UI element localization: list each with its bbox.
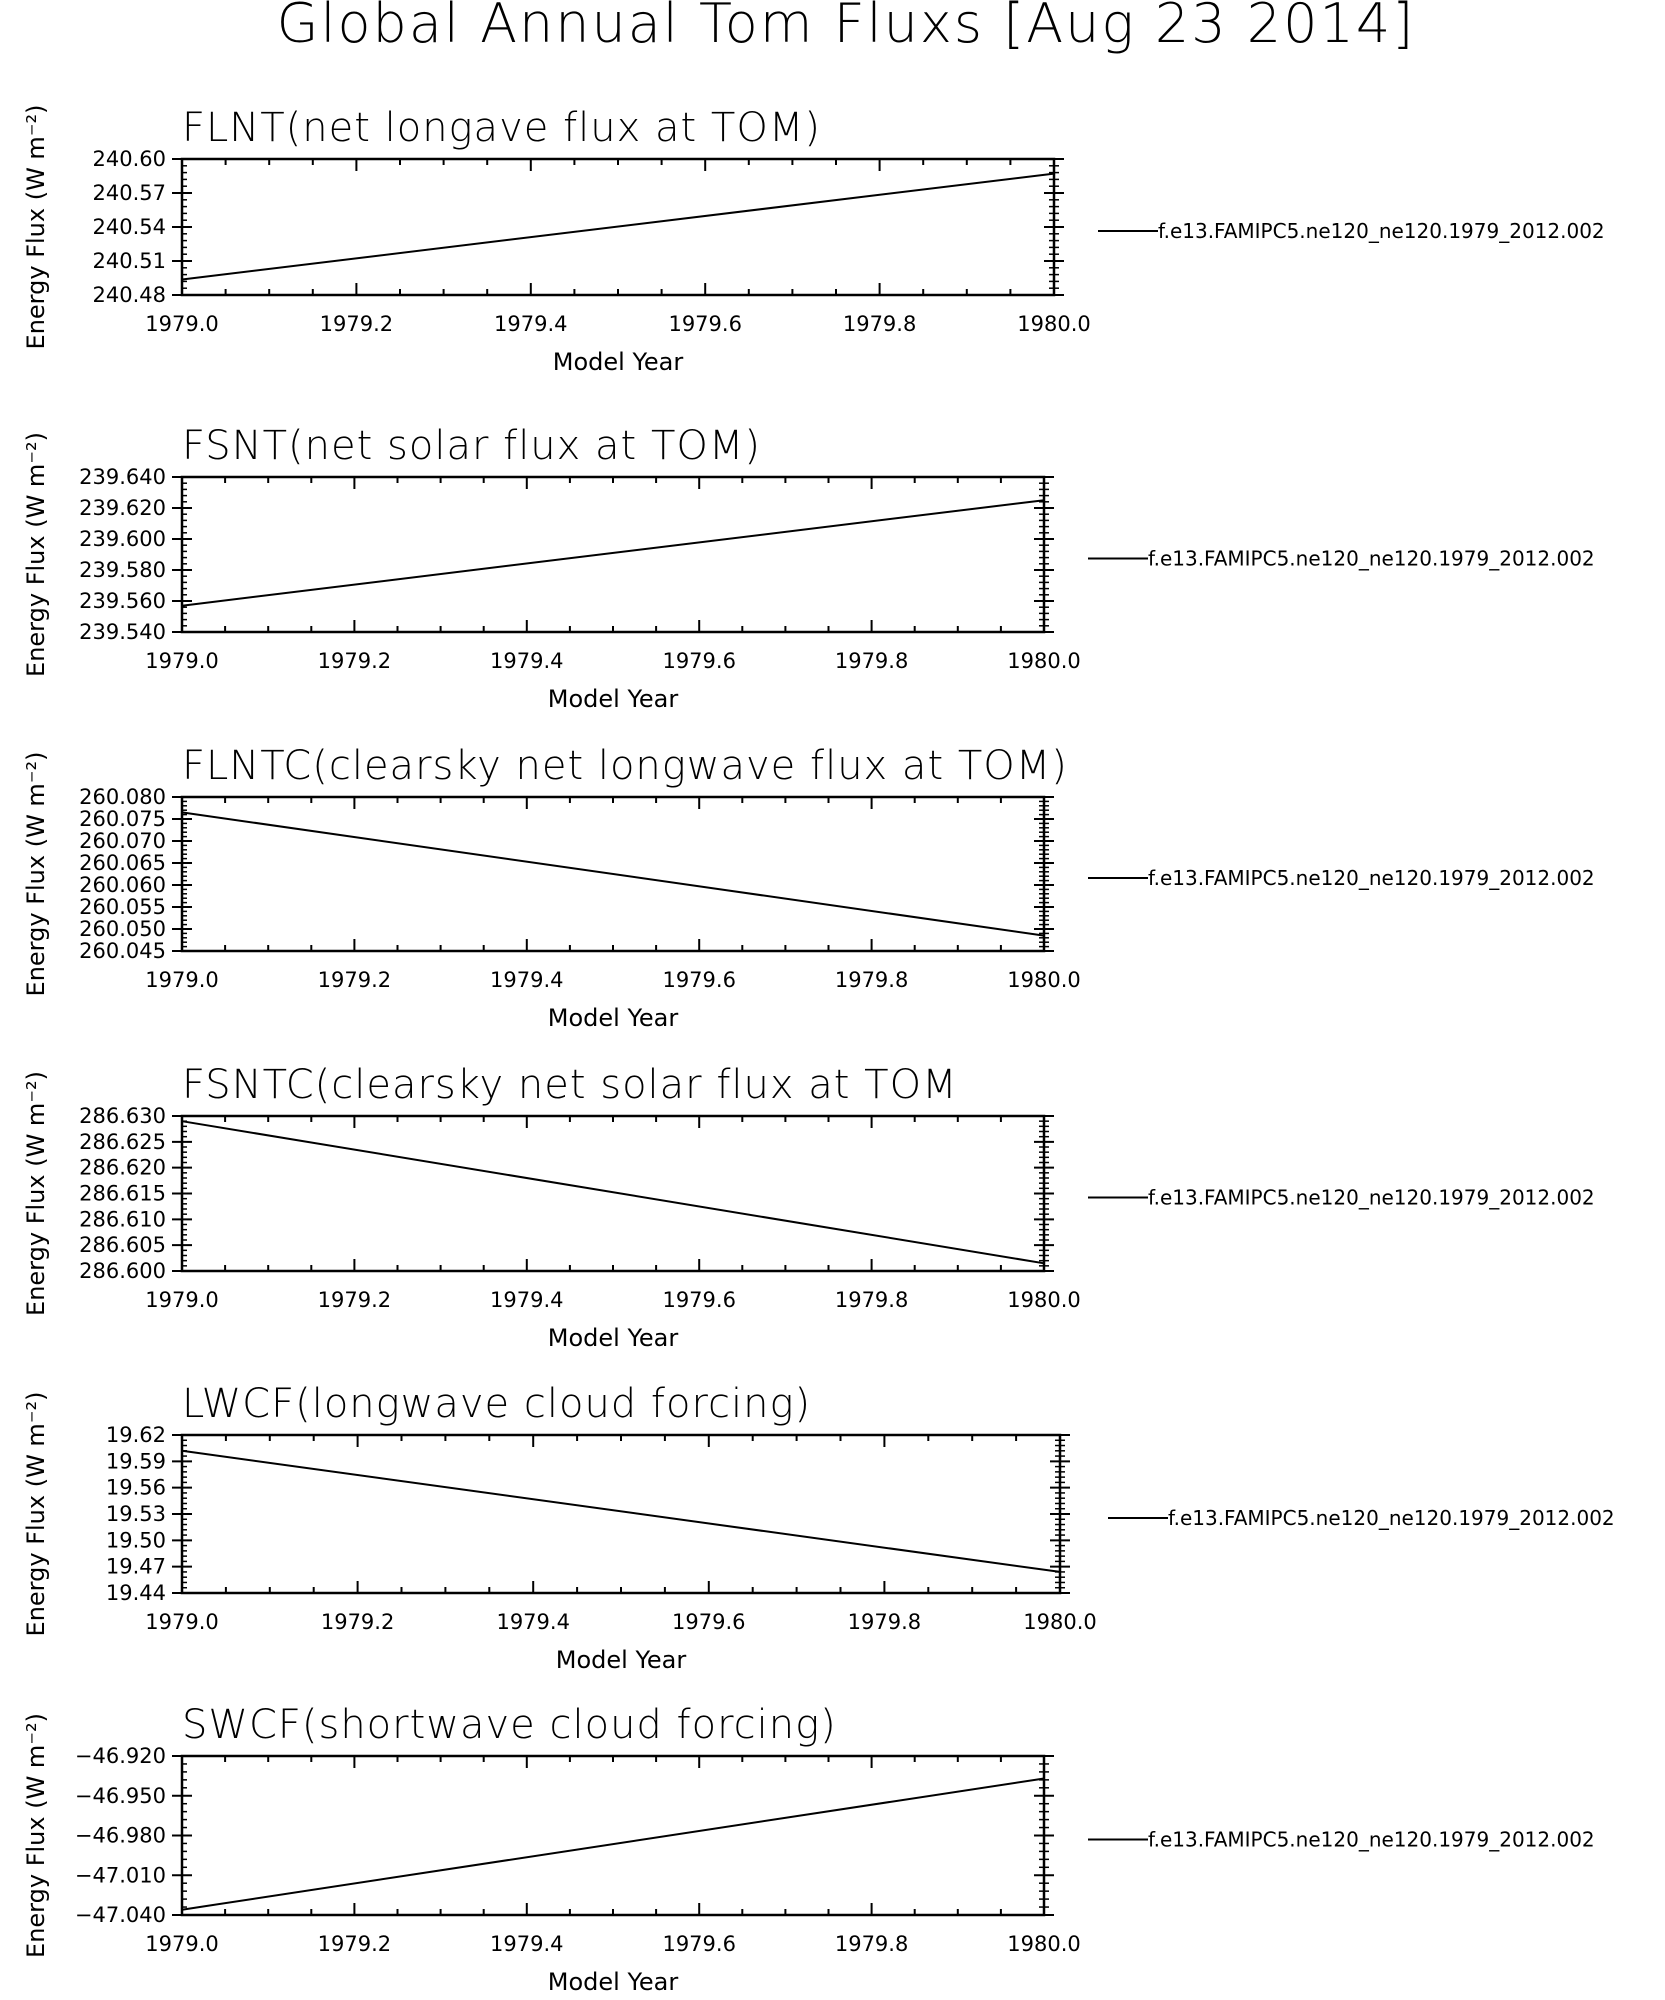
- panel-title: LWCF(longwave cloud forcing): [182, 1381, 812, 1427]
- x-tick-label: 1979.2: [317, 968, 392, 992]
- x-tick-label: 1979.0: [145, 649, 219, 673]
- y-tick-label: 260.065: [79, 851, 166, 875]
- x-tick-label: 1979.2: [317, 649, 392, 673]
- chart-panels: [22, 105, 1615, 1996]
- legend-label: f.e13.FAMIPC5.ne120_ne120.1979_2012.002: [1148, 866, 1595, 890]
- y-tick-label: 19.50: [105, 1528, 166, 1553]
- panel-title: SWCF(shortwave cloud forcing): [182, 1702, 837, 1748]
- legend-label: f.e13.FAMIPC5.ne120_ne120.1979_2012.002: [1158, 219, 1605, 243]
- plot-frame: [182, 1756, 1044, 1915]
- y-tick-label: 19.59: [105, 1449, 166, 1474]
- x-tick-label: 1979.8: [834, 1288, 909, 1312]
- legend-label: f.e13.FAMIPC5.ne120_ne120.1979_2012.002: [1168, 1506, 1615, 1530]
- x-tick-label: 1979.0: [145, 312, 219, 336]
- y-tick-label: 286.605: [79, 1233, 166, 1258]
- y-tick-label: 260.055: [79, 895, 166, 919]
- panel-title: FLNT(net longave flux at TOM): [182, 105, 821, 151]
- series-line: [182, 174, 1054, 280]
- chart-panel-4: [22, 1062, 1595, 1352]
- y-tick-label: 286.630: [79, 1104, 166, 1128]
- x-tick-label: 1979.2: [317, 1932, 392, 1956]
- x-axis-label: Model Year: [547, 685, 679, 713]
- y-tick-label: 19.56: [105, 1475, 166, 1500]
- y-axis-label: Energy Flux (W m⁻²): [22, 1391, 50, 1637]
- y-tick-label: 240.54: [92, 215, 166, 239]
- y-tick-label: 19.47: [105, 1554, 166, 1579]
- x-tick-label: 1980.0: [1023, 1610, 1097, 1634]
- y-tick-label: 239.540: [79, 620, 166, 644]
- x-tick-label: 1979.4: [490, 1932, 564, 1956]
- x-tick-label: 1980.0: [1007, 1932, 1081, 1956]
- x-tick-label: 1979.0: [145, 968, 219, 992]
- panel-title: FLNTC(clearsky net longwave flux at TOM): [182, 743, 1068, 789]
- panel-title: FSNTC(clearsky net solar flux at TOM: [182, 1062, 958, 1108]
- plot-frame: [182, 1116, 1044, 1271]
- plot-frame: [182, 477, 1044, 632]
- x-tick-label: 1980.0: [1007, 1288, 1081, 1312]
- y-tick-label: 260.045: [79, 939, 166, 963]
- y-tick-label: 260.050: [79, 917, 166, 941]
- x-axis-label: Model Year: [547, 1004, 679, 1032]
- y-axis-label: Energy Flux (W m⁻²): [22, 104, 50, 350]
- y-axis-label: Energy Flux (W m⁻²): [22, 1713, 50, 1958]
- x-tick-label: 1979.0: [145, 1288, 219, 1312]
- x-tick-label: 1980.0: [1007, 968, 1081, 992]
- x-tick-label: 1979.2: [317, 1288, 392, 1312]
- figure-title: Global Annual Tom Fluxs [Aug 23 2014]: [276, 0, 1416, 55]
- y-tick-label: 239.620: [79, 496, 166, 520]
- x-tick-label: 1979.8: [834, 1932, 909, 1956]
- plot-frame: [182, 1435, 1060, 1593]
- x-axis-label: Model Year: [547, 1968, 679, 1996]
- x-tick-label: 1979.6: [662, 649, 736, 673]
- x-tick-label: 1979.6: [662, 1932, 736, 1956]
- y-axis-label: Energy Flux (W m⁻²): [22, 1071, 50, 1316]
- series-line: [182, 1779, 1044, 1910]
- chart-panel-2: [22, 423, 1595, 713]
- y-tick-label: 240.48: [92, 283, 166, 307]
- y-tick-label: 286.625: [79, 1129, 166, 1154]
- y-tick-label: −46.980: [74, 1823, 166, 1848]
- x-tick-label: 1979.4: [496, 1610, 570, 1634]
- y-tick-label: 286.620: [79, 1155, 166, 1180]
- y-tick-label: 260.080: [79, 785, 166, 809]
- x-tick-label: 1979.6: [662, 968, 736, 992]
- y-tick-label: 240.51: [92, 249, 166, 273]
- chart-panel-6: [22, 1702, 1595, 1996]
- x-tick-label: 1979.8: [834, 968, 909, 992]
- y-tick-label: 260.075: [79, 807, 166, 831]
- x-tick-label: 1979.4: [490, 649, 564, 673]
- y-tick-label: −47.040: [74, 1903, 166, 1927]
- chart-panel-5: [22, 1381, 1615, 1674]
- y-tick-label: 260.070: [79, 829, 166, 853]
- y-tick-label: 19.53: [105, 1502, 166, 1526]
- series-line: [182, 1121, 1044, 1263]
- x-tick-label: 1979.6: [672, 1610, 746, 1634]
- y-tick-label: 240.57: [92, 181, 166, 205]
- y-tick-label: 286.615: [79, 1181, 166, 1206]
- series-line: [182, 500, 1044, 606]
- y-tick-label: 19.62: [105, 1423, 166, 1447]
- y-tick-label: −46.950: [74, 1783, 166, 1808]
- y-tick-label: 239.580: [79, 558, 166, 582]
- y-tick-label: 260.060: [79, 873, 166, 897]
- series-line: [182, 812, 1044, 935]
- legend-label: f.e13.FAMIPC5.ne120_ne120.1979_2012.002: [1148, 546, 1595, 571]
- x-tick-label: 1979.8: [834, 649, 909, 673]
- series-line: [182, 1451, 1060, 1572]
- chart-panel-1: [22, 105, 1605, 376]
- y-tick-label: 239.640: [79, 465, 166, 489]
- x-tick-label: 1979.0: [145, 1932, 219, 1956]
- x-axis-label: Model Year: [547, 1324, 679, 1352]
- y-tick-label: 240.60: [92, 147, 166, 171]
- panel-title: FSNT(net solar flux at TOM): [182, 423, 761, 469]
- x-tick-label: 1979.2: [320, 1610, 395, 1634]
- x-axis-label: Model Year: [552, 348, 684, 376]
- x-tick-label: 1980.0: [1007, 649, 1081, 673]
- y-tick-label: −46.920: [74, 1744, 166, 1768]
- y-axis-label: Energy Flux (W m⁻²): [22, 432, 50, 677]
- legend-label: f.e13.FAMIPC5.ne120_ne120.1979_2012.002: [1148, 1827, 1595, 1852]
- y-tick-label: 286.610: [79, 1207, 166, 1232]
- x-tick-label: 1979.8: [847, 1610, 922, 1634]
- y-tick-label: 286.600: [79, 1259, 166, 1283]
- x-tick-label: 1980.0: [1017, 312, 1091, 336]
- x-tick-label: 1979.2: [319, 312, 394, 336]
- x-tick-label: 1979.6: [668, 312, 742, 336]
- x-tick-label: 1979.4: [494, 312, 568, 336]
- y-tick-label: 239.600: [79, 527, 166, 551]
- x-axis-label: Model Year: [555, 1646, 687, 1674]
- x-tick-label: 1979.4: [490, 968, 564, 992]
- y-tick-label: −47.010: [74, 1863, 166, 1888]
- y-tick-label: 19.44: [105, 1581, 166, 1605]
- x-tick-label: 1979.4: [490, 1288, 564, 1312]
- y-axis-label: Energy Flux (W m⁻²): [22, 751, 50, 997]
- legend-label: f.e13.FAMIPC5.ne120_ne120.1979_2012.002: [1148, 1185, 1595, 1210]
- chart-panel-3: [22, 743, 1595, 1032]
- x-tick-label: 1979.6: [662, 1288, 736, 1312]
- x-tick-label: 1979.8: [842, 312, 917, 336]
- x-tick-label: 1979.0: [145, 1610, 219, 1634]
- y-tick-label: 239.560: [79, 589, 166, 613]
